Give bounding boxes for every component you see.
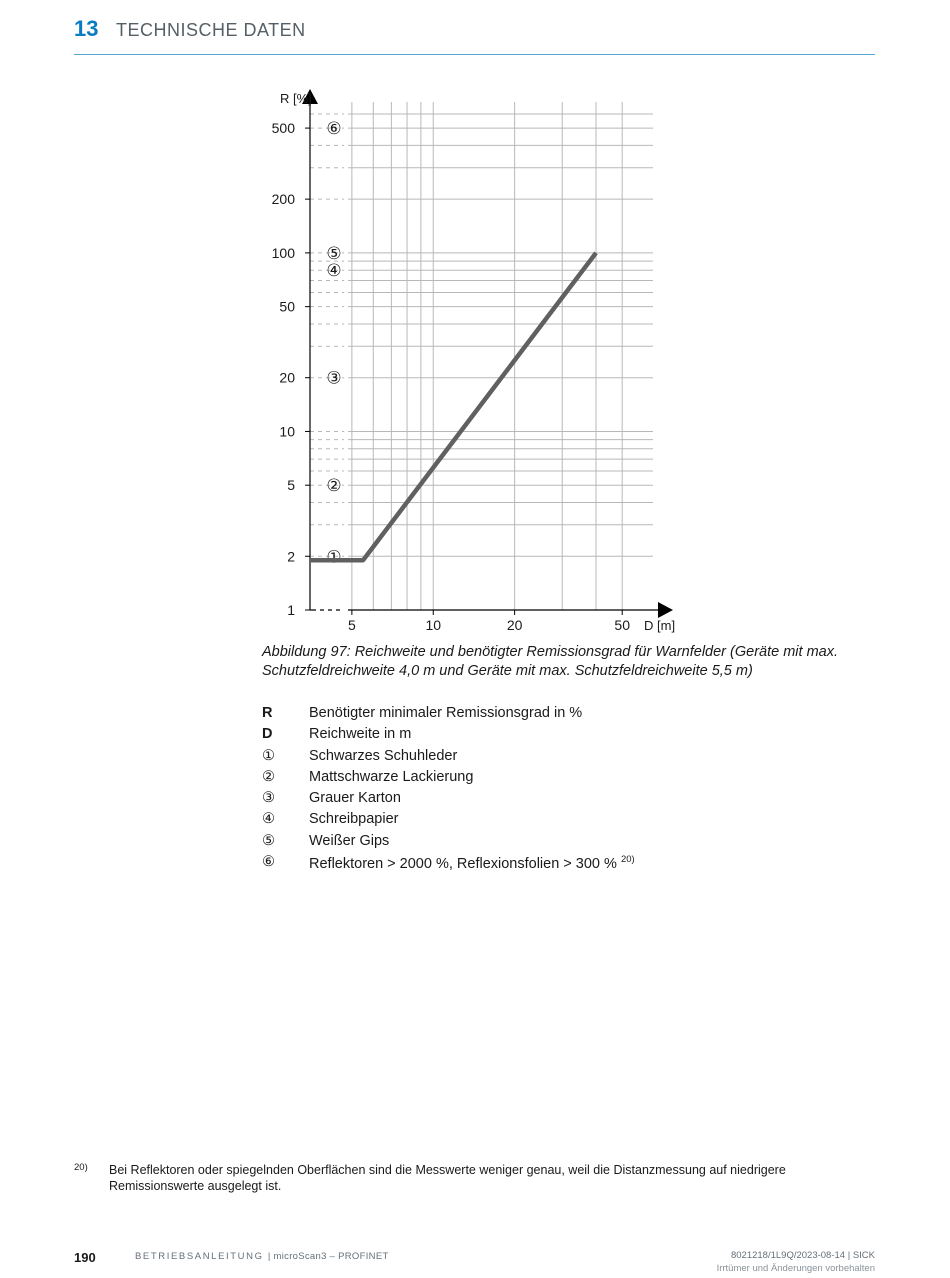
legend-text: Benötigter minimaler Remissionsgrad in %	[309, 705, 582, 721]
material-marker: ③	[326, 369, 341, 388]
page-footer	[74, 1248, 875, 1278]
page-header	[74, 16, 875, 55]
x-tick-label: 50	[614, 617, 630, 633]
x-tick-label: 20	[507, 617, 523, 633]
legend-text: Mattschwarze Lackierung	[309, 769, 473, 785]
chart-series	[310, 253, 596, 561]
legend-item	[262, 790, 862, 811]
legend-key: R	[262, 705, 272, 721]
legend-item	[262, 769, 862, 790]
legend-item	[262, 854, 862, 875]
legend-text: Reflektoren > 2000 %, Reflexionsfolien > 300 %	[309, 856, 617, 872]
footnote-reference[interactable]: 20)	[621, 854, 635, 865]
figure-caption: Abbildung 97: Reichweite und benötigter Remissionsgrad für Warnfelder (Geräte mit max. Schutzfeldreichweite 4,0 m und Geräte mit max. Schutzfeldreichweite 5,5 m)	[262, 643, 862, 680]
legend-key: ②	[262, 769, 275, 785]
legend-item	[262, 748, 862, 769]
y-tick-label: 1	[287, 602, 295, 618]
legend-key: ④	[262, 811, 275, 827]
y-tick-label: 5	[287, 477, 295, 493]
y-tick-label: 200	[272, 191, 296, 207]
legend-key: D	[262, 726, 272, 742]
footnote-text: Bei Reflektoren oder spiegelnden Oberflächen sind die Messwerte weniger genau, weil die Distanzmessung auf niedrigere Remissionswerte ausgelegt ist.	[109, 1162, 869, 1194]
legend-text: Grauer Karton	[309, 790, 401, 806]
y-axis-label: R [%]	[280, 91, 312, 106]
x-axis-label: D [m]	[644, 618, 675, 633]
material-marker: ①	[326, 547, 341, 566]
y-tick-label: 20	[279, 370, 295, 386]
legend-item	[262, 705, 862, 726]
legend-key: ⑥	[262, 854, 275, 870]
legend-text: Schreibpapier	[309, 811, 398, 827]
legend-text: Schwarzes Schuhleder	[309, 748, 457, 764]
legend-item	[262, 726, 862, 747]
range-remission-chart	[250, 80, 690, 640]
legend-key: ③	[262, 790, 275, 806]
y-tick-label: 100	[272, 245, 296, 261]
y-tick-label: 2	[287, 548, 295, 564]
chapter-title: TECHNISCHE DATEN	[116, 20, 306, 41]
legend-key: ⑤	[262, 833, 275, 849]
document-id: 8021218/1L9Q/2023-08-14 | SICK	[731, 1250, 875, 1261]
legend-item	[262, 811, 862, 832]
x-tick-label: 5	[348, 617, 356, 633]
document-title-main: BETRIEBSANLEITUNG	[135, 1251, 264, 1262]
material-marker: ⑥	[326, 119, 341, 138]
x-tick-label: 10	[425, 617, 441, 633]
legend-item	[262, 833, 862, 854]
y-tick-label: 500	[272, 120, 296, 136]
reach-remission-line	[310, 253, 596, 560]
footnote-mark: 20)	[74, 1162, 88, 1173]
material-marker: ②	[326, 476, 341, 495]
chapter-number: 13	[74, 16, 98, 42]
legend-text-with-footnote	[309, 854, 635, 872]
legend-text: Reichweite in m	[309, 726, 411, 742]
x-axis-arrow	[658, 602, 673, 618]
y-tick-label: 10	[279, 423, 295, 439]
material-marker: ⑤	[326, 244, 341, 263]
legend-key: ①	[262, 748, 275, 764]
document-subtitle: | microScan3 – PROFINET	[268, 1251, 389, 1262]
chart-markers	[326, 119, 341, 566]
y-tick-label: 50	[279, 299, 295, 315]
document-title	[135, 1251, 389, 1262]
page-number: 190	[74, 1250, 96, 1265]
material-marker: ④	[326, 261, 341, 280]
document-note: Irrtümer und Änderungen vorbehalten	[717, 1263, 875, 1274]
chart-grid	[310, 102, 653, 610]
legend-text: Weißer Gips	[309, 833, 389, 849]
legend	[262, 705, 862, 875]
